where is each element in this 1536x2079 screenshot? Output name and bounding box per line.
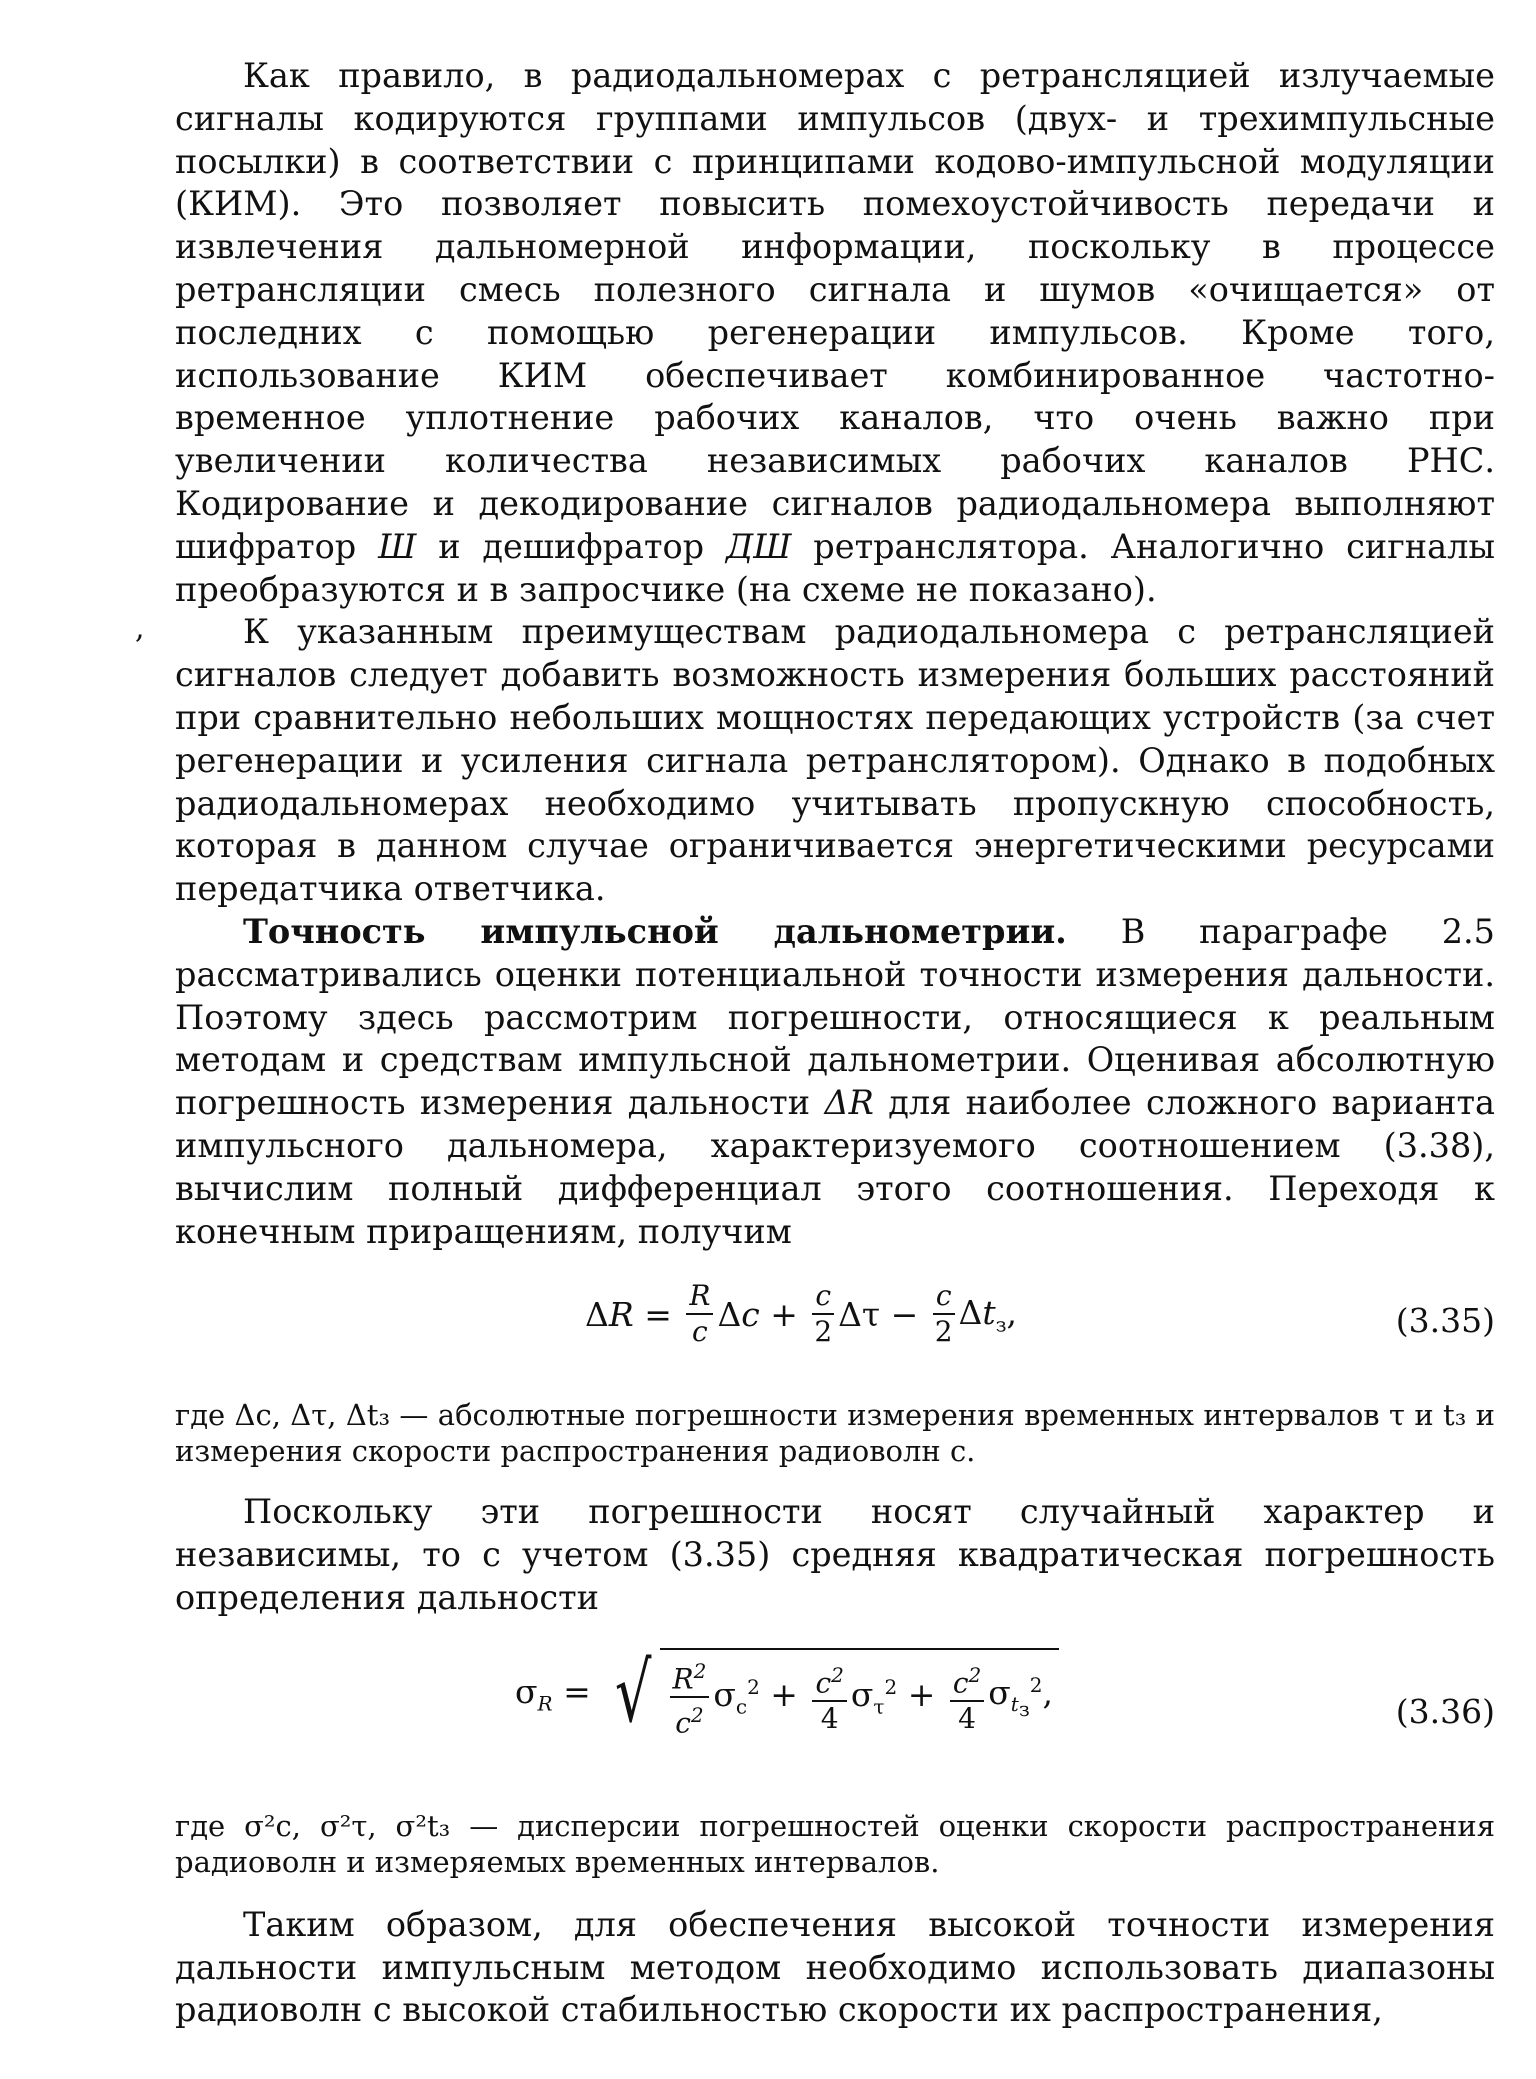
decoder-symbol: ДШ (725, 526, 792, 566)
paragraph-accuracy (175, 911, 1495, 1253)
margin-mark: , (135, 611, 145, 647)
paragraph-conclusion: Таким образом, для обеспечения высокой точности измерения дальности импульсным методом необходимо использовать диапазоны радиоволн с высокой стабильностью скорости их распространения, (175, 1904, 1495, 2030)
paragraph-kim-text: Как правило, в радиодальномерах с ретрансляцией излучаемые сигналы кодируются группами импульсов (двух- и трехимпульсные посылки) в соответствии с принципами кодово-импульсной модуляции (КИМ). Это позволяет повысить помехоустойчивость передачи и извлечения дальномерной информации, поскольку в процессе ретрансляции смесь полезного сигнала и шумов «очищается» от последних с помощью регенерации импульсов. Кроме того, использование КИМ обеспечивает комбинированное частотно-временное уплотнение рабочих каналов, что очень важно при увеличении количества независимых рабочих каналов РНС. Кодирование и декодирование сигналов радиодальномера выполняют шифратор (175, 56, 1495, 566)
equation-3-35 (175, 1271, 1495, 1381)
equation-3-35-number: (3.35) (1395, 1301, 1495, 1341)
equation-3-36-number: (3.36) (1395, 1691, 1495, 1731)
paragraph-accuracy-text-b: для наиболее сложного варианта импульсного дальномера, характеризуемого соотношением (3.38), вычислим полный дифференциал этого соотношения. Переходя к конечным приращениям, получим (175, 1083, 1495, 1251)
paragraph-random-errors: Поскольку эти погрешности носят случайный характер и независимы, то с учетом (3.35) средняя квадратическая погрешность определения дальности (175, 1492, 1495, 1617)
section-heading: Точность импульсной дальнометрии. (243, 911, 1067, 951)
paragraph-advantages (135, 611, 1495, 911)
where-clause-1: где Δc, Δτ, Δt₃ — абсолютные погрешности измерения временных интервалов τ и t₃ и измерения скорости распространения радиоволн c. (175, 1398, 1495, 1469)
equation-3-36-body: $\sigma_R$ = √ $\frac{R^2}{c^2}$ $\sigma_c^2$ + $\frac{c^2}{4}$ $\sigma_\tau^2$ + $\frac{c^2}{4}$ $\sigma_{t_з}^2$, (515, 1648, 1059, 1741)
paragraph-kim (175, 55, 1495, 611)
paragraph-accuracy-text-a: В параграфе 2.5 рассматривались оценки потенциальной точности измерения дальности. Поэтому здесь рассмотрим погрешности, относящиеся к реальным методам и средствам импульсной дальнометрии. Оценивая абсолютную погрешность измерения дальности (175, 911, 1495, 1123)
equation-3-35-body: ΔR = $\frac{R}{c}$ Δc + $\frac{c}{2}$ Δτ − $\frac{c}{2}$ $\Delta t_з$, (585, 1279, 1018, 1349)
document-page (135, 55, 1496, 2032)
paragraph-kim-mid: и дешифратор (438, 526, 705, 566)
delta-r-symbol: ΔR (824, 1083, 874, 1123)
where-clause-2: где σ²c, σ²τ, σ²t₃ — дисперсии погрешностей оценки скорости распространения радиоволн и измеряемых временных интервалов. (175, 1808, 1495, 1879)
equation-3-36 (175, 1642, 1495, 1792)
paragraph-advantages-text: К указанным преимуществам радиодальномера с ретрансляцией сигналов следует добавить возможность измерения больших расстояний при сравнительно небольших мощностях передающих устройств (за счет регенерации и усиления сигнала ретранслятором). Однако в подобных радиодальномерах необходимо учитывать пропускную способность, которая в данном случае ограничивается энергетическими ресурсами передатчика ответчика. (175, 612, 1495, 909)
paragraph-kim-end: ретранслятора. Аналогично сигналы преобразуются и в запросчике (на схеме не показано). (175, 526, 1496, 609)
encoder-symbol: Ш (378, 526, 417, 566)
